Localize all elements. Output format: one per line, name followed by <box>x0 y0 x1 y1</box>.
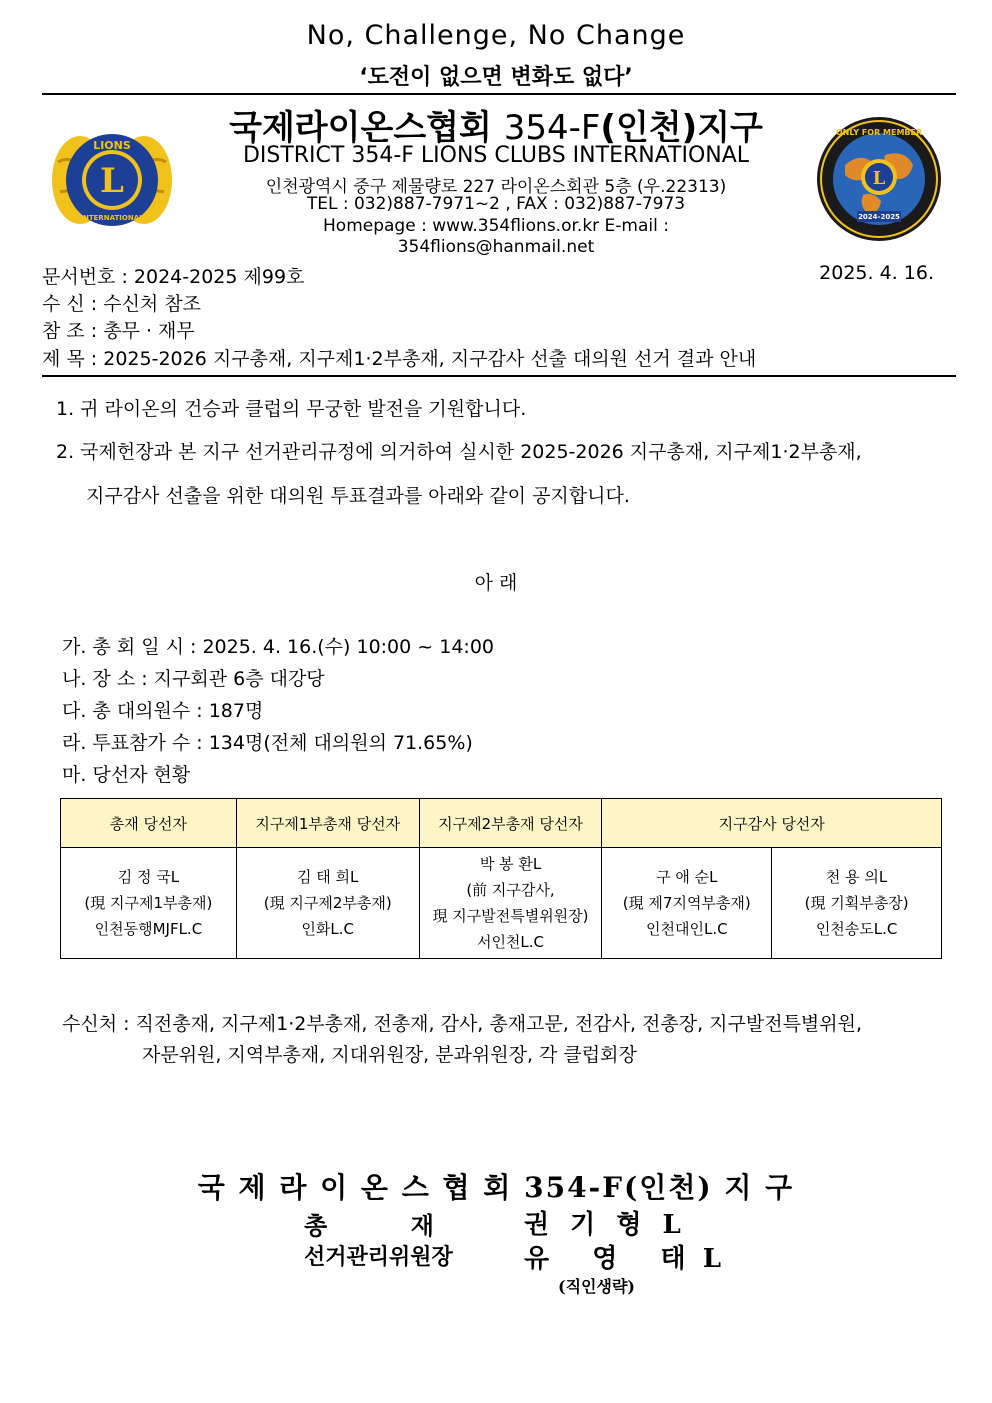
detail-winners-heading: 마. 당선자 현황 <box>62 764 191 786</box>
slogan-english: No, Challenge, No Change <box>306 20 686 51</box>
cell-governor <box>61 848 237 959</box>
recipients-line-2: 자문위원, 지역부총재, 지대위원장, 분과위원장, 각 클럽회장 <box>142 1044 637 1066</box>
subject-line: 제 목 : 2025-2026 지구총재, 지구제1·2부총재, 지구감사 선출 대의원 선거 결과 안내 <box>42 348 757 370</box>
district-emblem <box>815 115 943 243</box>
org-title-korean: 국제라이온스협회 <box>229 108 504 148</box>
signature-name-governor: 권 기 형 L <box>524 1210 687 1240</box>
signature-name-election-chair: 유 영 태 L <box>524 1244 725 1274</box>
org-title-region: (인천)지구 <box>600 108 763 148</box>
lions-logo <box>50 122 174 238</box>
org-title-district-number: 354-F <box>503 108 601 148</box>
cell-first-vice <box>236 848 419 959</box>
detail-vote-participation: 라. 투표참가 수 : 134명(전체 대의원의 71.65%) <box>62 732 473 754</box>
lions-logo-letter: L <box>100 161 124 201</box>
district-emblem-letter: L <box>872 168 886 189</box>
detail-venue: 나. 장 소 : 지구회관 6층 대강당 <box>62 668 325 690</box>
winner-position: (現 제7지역부총재) <box>622 894 751 912</box>
winner-club: 인천송도L.C <box>815 920 898 938</box>
winners-table <box>60 798 942 959</box>
meta-divider <box>42 375 956 377</box>
header-auditor: 지구감사 당선자 <box>602 799 942 848</box>
lions-logo-bottom-text: INTERNATIONAL <box>80 214 144 222</box>
winner-position: (前 지구감사, <box>466 881 555 899</box>
header-governor: 총재 당선자 <box>61 799 237 848</box>
winner-position: (現 지구제1부총재) <box>84 894 213 912</box>
seal-omitted-note: (직인생략) <box>558 1277 635 1296</box>
winner-name: 구 애 순L <box>656 868 718 886</box>
header-second-vice: 지구제2부총재 당선자 <box>419 799 602 848</box>
detail-total-delegates: 다. 총 대의원수 : 187명 <box>62 700 264 722</box>
winner-position-2: 現 지구발전특별위원장) <box>432 907 589 925</box>
winner-club: 서인천L.C <box>476 933 545 951</box>
paragraph-2-line-2: 지구감사 선출을 위한 대의원 투표결과를 아래와 같이 공지합니다. <box>86 485 630 507</box>
winner-name: 천 용 의L <box>825 868 888 886</box>
address: 인천광역시 중구 제물량로 227 라이온스회관 5층 (우.22313) <box>265 177 727 197</box>
cell-auditor-2 <box>772 848 942 959</box>
signature-title-governor: 총 재 <box>304 1211 434 1240</box>
district-emblem-years: 2024-2025 <box>858 213 900 221</box>
winner-position: (現 지구제2부총재) <box>263 894 392 912</box>
winner-name: 박 봉 환L <box>479 855 542 873</box>
slogan-korean: ‘도전이 없으면 변화도 없다’ <box>359 65 633 90</box>
winner-club: 인천대인L.C <box>646 920 728 938</box>
signature-organization: 국 제 라 이 온 스 협 회 354-F(인천) 지 구 <box>197 1171 795 1204</box>
header-first-vice: 지구제1부총재 당선자 <box>236 799 419 848</box>
winner-club: 인천동행MJFL.C <box>94 920 203 938</box>
winner-club: 인화L.C <box>301 920 355 938</box>
lions-logo-top-text: LIONS <box>93 139 131 152</box>
cell-auditor-1 <box>602 848 772 959</box>
winner-name: 김 태 희L <box>297 868 359 886</box>
winner-name: 김 정 국L <box>117 868 180 886</box>
paragraph-1: 1. 귀 라이온의 건승과 클럽의 무궁한 발전을 기원합니다. <box>56 398 527 420</box>
table-header-row <box>61 799 942 848</box>
below-heading: 아 래 <box>474 572 518 594</box>
email-address: 354flions@hanmail.net <box>397 237 595 257</box>
table-row <box>61 848 942 959</box>
top-divider <box>42 93 956 95</box>
detail-meeting-datetime: 가. 총 회 일 시 : 2025. 4. 16.(수) 10:00 ~ 14:00 <box>62 636 494 658</box>
cell-second-vice <box>419 848 602 959</box>
document-date: 2025. 4. 16. <box>819 262 934 284</box>
signature-title-election-chair: 선거관리위원장 <box>304 1244 453 1270</box>
homepage-email-label: Homepage : www.354flions.or.kr E-mail : <box>323 216 669 236</box>
recipient-line: 수 신 : 수신처 참조 <box>42 293 202 315</box>
tel-fax: TEL : 032)887-7971~2 , FAX : 032)887-7973 <box>306 194 686 214</box>
organization-english-name: DISTRICT 354-F LIONS CLUBS INTERNATIONAL <box>242 143 750 168</box>
district-emblem-top-text: ONLY FOR MEMBER <box>835 128 923 137</box>
reference-line: 참 조 : 총무 · 재무 <box>42 320 195 342</box>
winner-position: (現 기획부총장) <box>804 894 909 912</box>
paragraph-2-line-1: 2. 국제헌장과 본 지구 선거관리규정에 의거하여 실시한 2025-2026 지구총재, 지구제1·2부총재, <box>56 441 862 463</box>
recipients-line-1: 수신처 : 직전총재, 지구제1·2부총재, 전총재, 감사, 총재고문, 전감사, 전총장, 지구발전특별위원, <box>62 1013 863 1035</box>
document-number: 문서번호 : 2024-2025 제99호 <box>42 266 305 288</box>
